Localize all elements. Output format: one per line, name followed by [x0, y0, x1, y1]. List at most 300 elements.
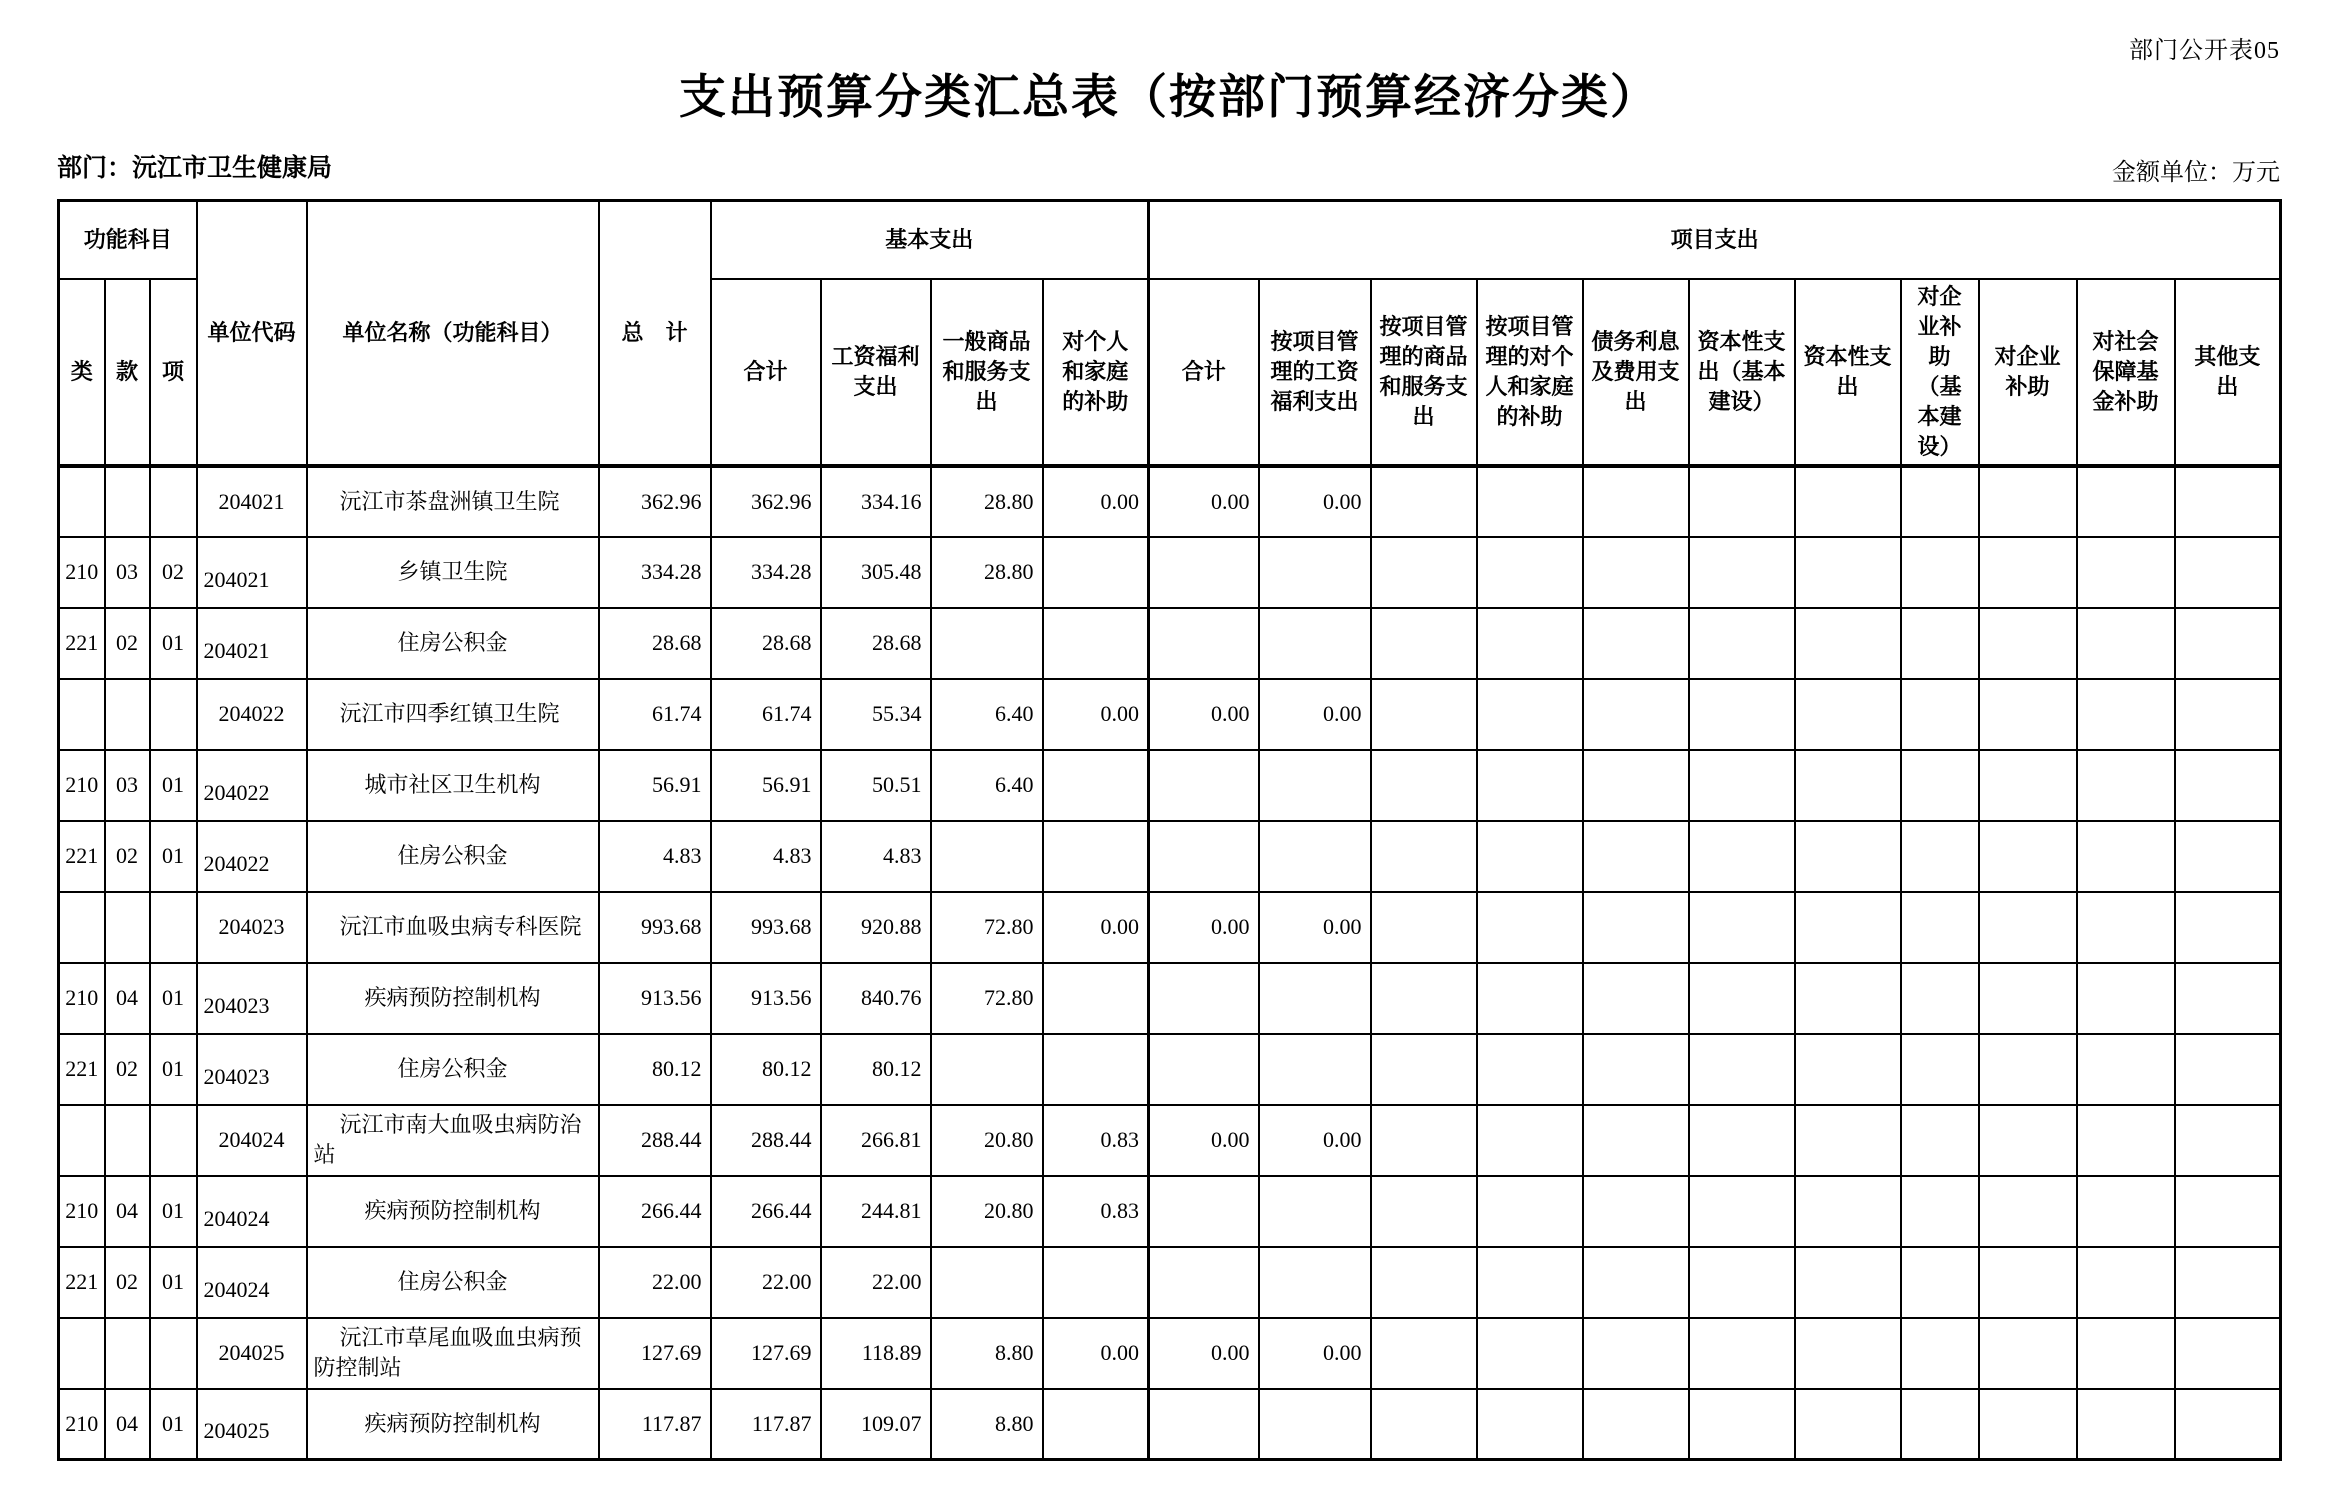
cell-basic-salary-welfare: 50.51: [821, 750, 931, 821]
cell-project-total: [1149, 750, 1259, 821]
cell-project-salary-welfare: 0.00: [1259, 466, 1371, 537]
cell-grand-total: 61.74: [599, 679, 711, 750]
cell-debt-interest-fee: [1583, 1105, 1689, 1176]
cell-func-section: 03: [105, 750, 150, 821]
cell-basic-goods-services: 6.40: [931, 679, 1043, 750]
cell-func-item: 01: [150, 1034, 197, 1105]
cell-basic-personal-family: 0.00: [1043, 1318, 1149, 1389]
cell-social-security-fund-subsidy: [2077, 1176, 2175, 1247]
cell-basic-total: 127.69: [711, 1318, 821, 1389]
cell-enterprise-subsidy: [1979, 1389, 2077, 1460]
cell-basic-goods-services: 8.80: [931, 1389, 1043, 1460]
cell-func-section: 02: [105, 608, 150, 679]
cell-basic-total: 993.68: [711, 892, 821, 963]
cell-project-goods-services: [1371, 1318, 1477, 1389]
cell-project-personal-family: [1477, 1318, 1583, 1389]
cell-capital: [1795, 679, 1901, 750]
cell-enterprise-subsidy-basic-construction: [1901, 821, 1979, 892]
cell-unit-code: 204021: [197, 608, 307, 679]
cell-capital: [1795, 1247, 1901, 1318]
cell-project-salary-welfare: [1259, 750, 1371, 821]
cell-project-salary-welfare: [1259, 963, 1371, 1034]
cell-project-salary-welfare: [1259, 537, 1371, 608]
cell-capital-basic-construction: [1689, 892, 1795, 963]
cell-debt-interest-fee: [1583, 1247, 1689, 1318]
cell-unit-name: 住房公积金: [307, 821, 599, 892]
cell-enterprise-subsidy: [1979, 750, 2077, 821]
cell-social-security-fund-subsidy: [2077, 466, 2175, 537]
cell-debt-interest-fee: [1583, 679, 1689, 750]
cell-capital: [1795, 963, 1901, 1034]
cell-other-expenditure: [2175, 1034, 2281, 1105]
cell-other-expenditure: [2175, 892, 2281, 963]
cell-func-item: 01: [150, 963, 197, 1034]
cell-func-section: [105, 466, 150, 537]
cell-capital: [1795, 608, 1901, 679]
cell-grand-total: 993.68: [599, 892, 711, 963]
cell-unit-code: 204022: [197, 821, 307, 892]
cell-project-salary-welfare: 0.00: [1259, 1318, 1371, 1389]
cell-project-total: 0.00: [1149, 1105, 1259, 1176]
cell-social-security-fund-subsidy: [2077, 537, 2175, 608]
cell-func-section: 02: [105, 821, 150, 892]
cell-capital: [1795, 821, 1901, 892]
cell-enterprise-subsidy-basic-construction: [1901, 679, 1979, 750]
cell-enterprise-subsidy-basic-construction: [1901, 1105, 1979, 1176]
cell-project-goods-services: [1371, 1105, 1477, 1176]
cell-project-goods-services: [1371, 679, 1477, 750]
cell-project-goods-services: [1371, 1034, 1477, 1105]
cell-basic-goods-services: 28.80: [931, 537, 1043, 608]
cell-project-goods-services: [1371, 1247, 1477, 1318]
cell-debt-interest-fee: [1583, 608, 1689, 679]
cell-project-salary-welfare: [1259, 1389, 1371, 1460]
cell-unit-code: 204025: [197, 1318, 307, 1389]
cell-basic-personal-family: 0.00: [1043, 679, 1149, 750]
cell-project-total: [1149, 1176, 1259, 1247]
cell-social-security-fund-subsidy: [2077, 892, 2175, 963]
cell-enterprise-subsidy: [1979, 1105, 2077, 1176]
cell-capital-basic-construction: [1689, 1247, 1795, 1318]
cell-func-class: [59, 679, 105, 750]
cell-basic-personal-family: 0.83: [1043, 1105, 1149, 1176]
cell-func-section: [105, 679, 150, 750]
cell-enterprise-subsidy: [1979, 1247, 2077, 1318]
cell-basic-personal-family: [1043, 1247, 1149, 1318]
cell-project-total: [1149, 1034, 1259, 1105]
cell-basic-personal-family: [1043, 1389, 1149, 1460]
cell-capital-basic-construction: [1689, 537, 1795, 608]
cell-basic-personal-family: [1043, 963, 1149, 1034]
cell-project-salary-welfare: 0.00: [1259, 1105, 1371, 1176]
cell-basic-total: 22.00: [711, 1247, 821, 1318]
cell-other-expenditure: [2175, 963, 2281, 1034]
table-row: [59, 1247, 2281, 1318]
cell-capital: [1795, 1105, 1901, 1176]
cell-enterprise-subsidy: [1979, 537, 2077, 608]
cell-capital: [1795, 1034, 1901, 1105]
cell-func-section: 02: [105, 1247, 150, 1318]
cell-capital: [1795, 1318, 1901, 1389]
cell-unit-code: 204022: [197, 679, 307, 750]
cell-project-personal-family: [1477, 608, 1583, 679]
cell-func-section: 02: [105, 1034, 150, 1105]
cell-project-total: [1149, 537, 1259, 608]
cell-unit-name: 疾病预防控制机构: [307, 963, 599, 1034]
cell-project-personal-family: [1477, 537, 1583, 608]
cell-basic-goods-services: 28.80: [931, 466, 1043, 537]
cell-social-security-fund-subsidy: [2077, 679, 2175, 750]
cell-func-class: 221: [59, 1034, 105, 1105]
cell-debt-interest-fee: [1583, 1318, 1689, 1389]
cell-grand-total: 913.56: [599, 963, 711, 1034]
cell-basic-goods-services: [931, 608, 1043, 679]
cell-project-goods-services: [1371, 1389, 1477, 1460]
cell-enterprise-subsidy-basic-construction: [1901, 892, 1979, 963]
cell-func-item: [150, 1105, 197, 1176]
cell-project-total: 0.00: [1149, 1318, 1259, 1389]
cell-enterprise-subsidy-basic-construction: [1901, 1176, 1979, 1247]
cell-project-salary-welfare: [1259, 821, 1371, 892]
cell-social-security-fund-subsidy: [2077, 1247, 2175, 1318]
cell-func-section: [105, 1105, 150, 1176]
cell-project-salary-welfare: [1259, 1247, 1371, 1318]
cell-basic-total: 56.91: [711, 750, 821, 821]
cell-basic-salary-welfare: 55.34: [821, 679, 931, 750]
cell-debt-interest-fee: [1583, 963, 1689, 1034]
cell-basic-salary-welfare: 80.12: [821, 1034, 931, 1105]
cell-unit-code: 204022: [197, 750, 307, 821]
cell-enterprise-subsidy: [1979, 679, 2077, 750]
header-debt-interest-fee: 债务利息及费用支出: [1583, 279, 1689, 466]
cell-enterprise-subsidy-basic-construction: [1901, 750, 1979, 821]
cell-project-personal-family: [1477, 892, 1583, 963]
cell-project-total: 0.00: [1149, 679, 1259, 750]
cell-basic-personal-family: [1043, 1034, 1149, 1105]
cell-capital-basic-construction: [1689, 1176, 1795, 1247]
cell-project-total: 0.00: [1149, 466, 1259, 537]
cell-func-class: [59, 466, 105, 537]
cell-func-class: [59, 1105, 105, 1176]
cell-func-item: 01: [150, 1389, 197, 1460]
table-row: [59, 1034, 2281, 1105]
cell-grand-total: 28.68: [599, 608, 711, 679]
cell-func-class: 210: [59, 537, 105, 608]
cell-capital-basic-construction: [1689, 679, 1795, 750]
cell-social-security-fund-subsidy: [2077, 750, 2175, 821]
cell-capital-basic-construction: [1689, 750, 1795, 821]
cell-basic-salary-welfare: 22.00: [821, 1247, 931, 1318]
cell-basic-goods-services: 6.40: [931, 750, 1043, 821]
cell-basic-goods-services: [931, 1247, 1043, 1318]
header-grand-total: 总 计: [599, 201, 711, 466]
cell-project-goods-services: [1371, 608, 1477, 679]
cell-project-salary-welfare: [1259, 1034, 1371, 1105]
cell-project-total: [1149, 821, 1259, 892]
cell-func-class: 221: [59, 1247, 105, 1318]
cell-project-salary-welfare: 0.00: [1259, 679, 1371, 750]
cell-debt-interest-fee: [1583, 892, 1689, 963]
cell-grand-total: 288.44: [599, 1105, 711, 1176]
header-basic-goods-services: 一般商品和服务支出: [931, 279, 1043, 466]
cell-other-expenditure: [2175, 537, 2281, 608]
header-project-salary-welfare: 按项目管理的工资福利支出: [1259, 279, 1371, 466]
cell-func-item: 01: [150, 750, 197, 821]
cell-basic-total: 4.83: [711, 821, 821, 892]
cell-basic-total: 362.96: [711, 466, 821, 537]
cell-func-item: [150, 1318, 197, 1389]
header-project-group: 项目支出: [1149, 201, 2281, 279]
table-body: [59, 466, 2281, 1460]
cell-basic-salary-welfare: 840.76: [821, 963, 931, 1034]
cell-capital-basic-construction: [1689, 1318, 1795, 1389]
cell-basic-personal-family: 0.83: [1043, 1176, 1149, 1247]
cell-unit-name: 乡镇卫生院: [307, 537, 599, 608]
cell-basic-total: 61.74: [711, 679, 821, 750]
cell-grand-total: 117.87: [599, 1389, 711, 1460]
cell-grand-total: 334.28: [599, 537, 711, 608]
header-enterprise-subsidy-basic-construction: 对企业补助（基本建设）: [1901, 279, 1979, 466]
table-row: [59, 1389, 2281, 1460]
cell-enterprise-subsidy-basic-construction: [1901, 537, 1979, 608]
cell-other-expenditure: [2175, 1176, 2281, 1247]
table-row: [59, 608, 2281, 679]
cell-basic-goods-services: 20.80: [931, 1105, 1043, 1176]
cell-project-total: [1149, 1389, 1259, 1460]
cell-enterprise-subsidy-basic-construction: [1901, 963, 1979, 1034]
cell-enterprise-subsidy: [1979, 1034, 2077, 1105]
cell-enterprise-subsidy-basic-construction: [1901, 1389, 1979, 1460]
cell-other-expenditure: [2175, 1105, 2281, 1176]
cell-func-item: [150, 466, 197, 537]
header-func-class: 类: [59, 279, 105, 466]
header-basic-salary-welfare: 工资福利支出: [821, 279, 931, 466]
cell-capital-basic-construction: [1689, 608, 1795, 679]
cell-project-personal-family: [1477, 1247, 1583, 1318]
header-func-group: 功能科目: [59, 201, 197, 279]
header-basic-group: 基本支出: [711, 201, 1149, 279]
cell-enterprise-subsidy: [1979, 1318, 2077, 1389]
cell-basic-salary-welfare: 109.07: [821, 1389, 931, 1460]
cell-project-personal-family: [1477, 1176, 1583, 1247]
cell-capital: [1795, 466, 1901, 537]
header-project-total: 合计: [1149, 279, 1259, 466]
cell-basic-total: 80.12: [711, 1034, 821, 1105]
cell-project-personal-family: [1477, 1034, 1583, 1105]
cell-project-salary-welfare: [1259, 1176, 1371, 1247]
cell-enterprise-subsidy: [1979, 821, 2077, 892]
cell-grand-total: 127.69: [599, 1318, 711, 1389]
cell-func-section: 04: [105, 1176, 150, 1247]
cell-basic-personal-family: 0.00: [1043, 466, 1149, 537]
cell-social-security-fund-subsidy: [2077, 1034, 2175, 1105]
cell-basic-goods-services: [931, 821, 1043, 892]
cell-project-personal-family: [1477, 1105, 1583, 1176]
cell-enterprise-subsidy-basic-construction: [1901, 1034, 1979, 1105]
cell-basic-salary-welfare: 4.83: [821, 821, 931, 892]
cell-func-section: 04: [105, 1389, 150, 1460]
cell-enterprise-subsidy: [1979, 963, 2077, 1034]
cell-unit-code: 204023: [197, 1034, 307, 1105]
cell-basic-salary-welfare: 334.16: [821, 466, 931, 537]
cell-basic-salary-welfare: 266.81: [821, 1105, 931, 1176]
cell-project-goods-services: [1371, 963, 1477, 1034]
cell-enterprise-subsidy-basic-construction: [1901, 466, 1979, 537]
cell-grand-total: 266.44: [599, 1176, 711, 1247]
cell-unit-name: 疾病预防控制机构: [307, 1389, 599, 1460]
cell-project-total: 0.00: [1149, 892, 1259, 963]
cell-basic-goods-services: [931, 1034, 1043, 1105]
page-title: 支出预算分类汇总表（按部门预算经济分类）: [679, 72, 1659, 124]
cell-basic-salary-welfare: 305.48: [821, 537, 931, 608]
cell-unit-name: 住房公积金: [307, 1247, 599, 1318]
cell-basic-salary-welfare: 244.81: [821, 1176, 931, 1247]
cell-func-class: [59, 1318, 105, 1389]
header-func-section: 款: [105, 279, 150, 466]
cell-capital: [1795, 537, 1901, 608]
cell-unit-name: 住房公积金: [307, 608, 599, 679]
cell-basic-goods-services: 20.80: [931, 1176, 1043, 1247]
cell-other-expenditure: [2175, 679, 2281, 750]
cell-func-section: [105, 892, 150, 963]
cell-func-section: 04: [105, 963, 150, 1034]
cell-unit-name: 沅江市四季红镇卫生院: [307, 679, 599, 750]
cell-func-item: [150, 892, 197, 963]
cell-func-class: 210: [59, 1176, 105, 1247]
header-capital-basic-construction: 资本性支出（基本建设）: [1689, 279, 1795, 466]
sheet-label: 部门公开表05: [2129, 38, 2280, 64]
cell-capital-basic-construction: [1689, 963, 1795, 1034]
header-unit-code: 单位代码: [197, 201, 307, 466]
cell-basic-personal-family: 0.00: [1043, 892, 1149, 963]
cell-unit-name: 疾病预防控制机构: [307, 1176, 599, 1247]
cell-other-expenditure: [2175, 1389, 2281, 1460]
header-func-item: 项: [150, 279, 197, 466]
cell-project-goods-services: [1371, 1176, 1477, 1247]
cell-func-section: [105, 1318, 150, 1389]
cell-basic-total: 117.87: [711, 1389, 821, 1460]
cell-debt-interest-fee: [1583, 466, 1689, 537]
cell-func-item: [150, 679, 197, 750]
cell-project-personal-family: [1477, 466, 1583, 537]
header-social-security-fund-subsidy: 对社会保障基金补助: [2077, 279, 2175, 466]
cell-project-total: [1149, 608, 1259, 679]
cell-unit-code: 204024: [197, 1176, 307, 1247]
cell-project-goods-services: [1371, 821, 1477, 892]
cell-other-expenditure: [2175, 466, 2281, 537]
cell-grand-total: 56.91: [599, 750, 711, 821]
cell-basic-personal-family: [1043, 821, 1149, 892]
cell-project-personal-family: [1477, 963, 1583, 1034]
cell-capital-basic-construction: [1689, 1034, 1795, 1105]
cell-basic-salary-welfare: 28.68: [821, 608, 931, 679]
cell-func-class: 210: [59, 1389, 105, 1460]
cell-project-personal-family: [1477, 679, 1583, 750]
cell-unit-code: 204023: [197, 963, 307, 1034]
cell-capital: [1795, 1389, 1901, 1460]
cell-debt-interest-fee: [1583, 1389, 1689, 1460]
cell-basic-total: 28.68: [711, 608, 821, 679]
cell-enterprise-subsidy: [1979, 466, 2077, 537]
cell-social-security-fund-subsidy: [2077, 1389, 2175, 1460]
table-row: [59, 1176, 2281, 1247]
cell-enterprise-subsidy-basic-construction: [1901, 1247, 1979, 1318]
cell-func-item: 01: [150, 608, 197, 679]
cell-func-item: 01: [150, 1247, 197, 1318]
cell-unit-name: 城市社区卫生机构: [307, 750, 599, 821]
cell-grand-total: 4.83: [599, 821, 711, 892]
cell-social-security-fund-subsidy: [2077, 963, 2175, 1034]
header-project-goods-services: 按项目管理的商品和服务支出: [1371, 279, 1477, 466]
cell-debt-interest-fee: [1583, 1176, 1689, 1247]
cell-capital-basic-construction: [1689, 1389, 1795, 1460]
cell-unit-code: 204023: [197, 892, 307, 963]
cell-other-expenditure: [2175, 1318, 2281, 1389]
table-row: [59, 750, 2281, 821]
header-basic-personal-family: 对个人和家庭的补助: [1043, 279, 1149, 466]
table-row: [59, 466, 2281, 537]
department-label: 部门：沅江市卫生健康局: [57, 155, 333, 182]
cell-capital: [1795, 1176, 1901, 1247]
cell-capital-basic-construction: [1689, 1105, 1795, 1176]
cell-grand-total: 362.96: [599, 466, 711, 537]
cell-basic-personal-family: [1043, 750, 1149, 821]
cell-unit-code: 204021: [197, 537, 307, 608]
cell-basic-salary-welfare: 920.88: [821, 892, 931, 963]
cell-basic-total: 913.56: [711, 963, 821, 1034]
cell-capital: [1795, 750, 1901, 821]
cell-unit-name: 住房公积金: [307, 1034, 599, 1105]
header-other-expenditure: 其他支出: [2175, 279, 2281, 466]
cell-social-security-fund-subsidy: [2077, 821, 2175, 892]
header-capital: 资本性支出: [1795, 279, 1901, 466]
cell-func-class: 210: [59, 963, 105, 1034]
cell-project-personal-family: [1477, 750, 1583, 821]
table-row: [59, 963, 2281, 1034]
cell-debt-interest-fee: [1583, 821, 1689, 892]
cell-project-personal-family: [1477, 1389, 1583, 1460]
cell-unit-name: 沅江市南大血吸虫病防治站: [307, 1105, 599, 1176]
cell-unit-name: 沅江市血吸虫病专科医院: [307, 892, 599, 963]
cell-basic-salary-welfare: 118.89: [821, 1318, 931, 1389]
cell-project-total: [1149, 963, 1259, 1034]
cell-func-section: 03: [105, 537, 150, 608]
cell-grand-total: 80.12: [599, 1034, 711, 1105]
cell-basic-goods-services: 72.80: [931, 963, 1043, 1034]
cell-func-class: 221: [59, 821, 105, 892]
cell-basic-total: 334.28: [711, 537, 821, 608]
cell-capital: [1795, 892, 1901, 963]
cell-debt-interest-fee: [1583, 537, 1689, 608]
cell-func-class: 210: [59, 750, 105, 821]
cell-func-item: 02: [150, 537, 197, 608]
cell-other-expenditure: [2175, 1247, 2281, 1318]
cell-capital-basic-construction: [1689, 466, 1795, 537]
table-row: [59, 821, 2281, 892]
cell-other-expenditure: [2175, 821, 2281, 892]
cell-unit-code: 204024: [197, 1247, 307, 1318]
cell-project-total: [1149, 1247, 1259, 1318]
cell-enterprise-subsidy: [1979, 892, 2077, 963]
table-row: [59, 1105, 2281, 1176]
table-row: [59, 1318, 2281, 1389]
header-basic-total: 合计: [711, 279, 821, 466]
cell-project-goods-services: [1371, 892, 1477, 963]
table-row: [59, 679, 2281, 750]
cell-debt-interest-fee: [1583, 1034, 1689, 1105]
cell-debt-interest-fee: [1583, 750, 1689, 821]
table-row: [59, 537, 2281, 608]
